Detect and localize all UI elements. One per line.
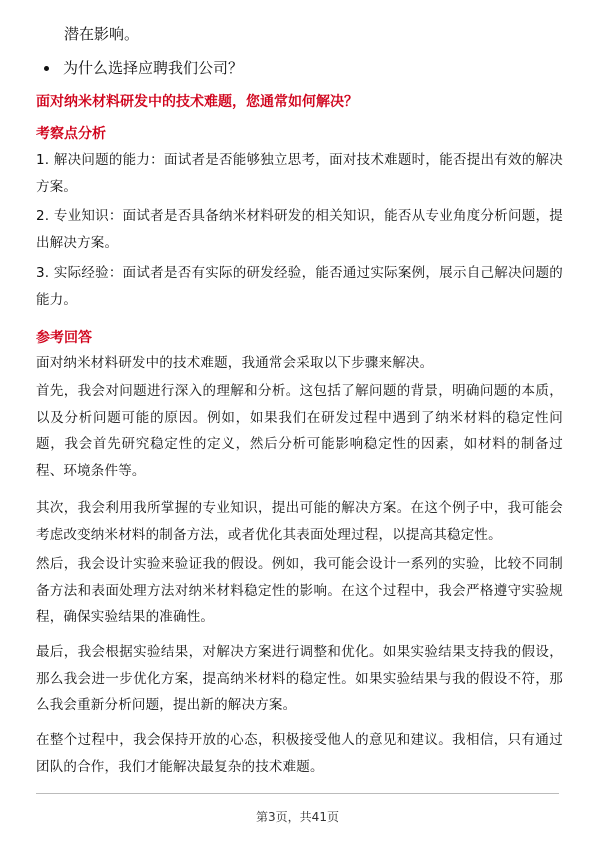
answer-paragraph: 在整个过程中，我会保持开放的心态，积极接受他人的意见和建议。我相信，只有通过团队的合作，我们才能解决最复杂的技术难题。 [36,732,563,775]
previous-bullet-item [44,55,243,81]
previous-item-tail: 潜在影响。 [64,25,140,43]
answer-paragraph: 其次，我会利用我所掌握的专业知识，提出可能的解决方案。在这个例子中，我可能会考虑改变纳米材料的制备方法，或者优化其表面处理过程，以提高其稳定性。 [36,500,563,543]
answer-paragraph: 最后，我会根据实验结果，对解决方案进行调整和优化。如果实验结果支持我的假设，那么我会进一步优化方案，提高纳米材料的稳定性。如果实验结果与我的假设不符，那么我会重新分析问题，提出新的解决方案。 [36,644,563,713]
page-number: 第3页，共41页 [256,810,339,824]
question-heading: 面对纳米材料研发中的技术难题，您通常如何解决？ [36,94,358,110]
analysis-title: 考察点分析 [36,126,106,142]
footer-divider [36,793,559,794]
previous-bullet-text: 为什么选择应聘我们公司？ [63,59,244,77]
bullet-icon [44,66,49,71]
analysis-item: 2. 专业知识：面试者是否具备纳米材料研发的相关知识，能否从专业角度分析问题，提出解决方案。 [36,208,563,251]
answer-title: 参考回答 [36,330,92,346]
analysis-item: 1. 解决问题的能力：面试者是否能够独立思考，面对技术难题时，能否提出有效的解决方案。 [36,152,563,195]
answer-paragraph: 然后，我会设计实验来验证我的假设。例如，我可能会设计一系列的实验，比较不同制备方法和表面处理方法对纳米材料稳定性的影响。在这个过程中，我会严格遵守实验规程，确保实验结果的准确性。 [36,556,563,625]
answer-paragraph: 首先，我会对问题进行深入的理解和分析。这包括了解问题的背景，明确问题的本质，以及分析问题可能的原因。例如，如果我们在研发过程中遇到了纳米材料的稳定性问题，我会首先研究稳定性的定义，然后分析可能影响稳定性的因素，如材料的制备过程、环境条件等。 [36,383,563,479]
analysis-item: 3. 实际经验：面试者是否有实际的研发经验，能否通过实际案例，展示自己解决问题的能力。 [36,265,563,308]
answer-paragraph: 面对纳米材料研发中的技术难题，我通常会采取以下步骤来解决。 [36,355,434,371]
